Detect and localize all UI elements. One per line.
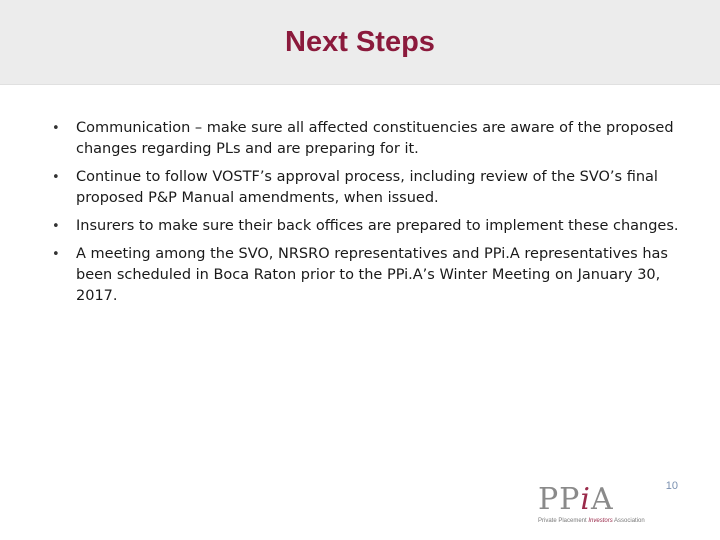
logo-letter-a: A [590,482,614,517]
bullet-list [52,118,692,314]
bullet-item [52,118,692,160]
bullet-icon: • [52,219,60,234]
logo-wordmark [538,484,614,516]
bullet-text: Communication – make sure all affected constituencies are aware of the proposed changes regarding PLs and are preparing for it. [76,120,674,157]
bullet-text: Continue to follow VOSTF’s approval process, including review of the SVO’s final proposed P&P Manual amendments, when issued. [76,169,658,206]
ppia-logo [536,484,648,530]
logo-tagline-pre: Private Placement [538,518,589,524]
bullet-icon: • [52,247,60,262]
logo-tagline [538,518,645,524]
title-bar [0,0,720,85]
bullet-icon: • [52,170,60,185]
page-number: 10 [665,480,678,492]
logo-tagline-accent: Investors [588,518,613,524]
bullet-item [52,244,692,307]
bullet-item [52,167,692,209]
slide-title: Next Steps [285,26,435,58]
bullet-item [52,216,692,237]
bullet-text: Insurers to make sure their back offices are prepared to implement these changes. [76,218,679,234]
logo-tagline-post: Association [612,518,645,524]
logo-letter-i: i [580,482,591,517]
logo-letters-pp: PP [538,482,581,517]
bullet-text: A meeting among the SVO, NRSRO representatives and PPi.A representatives has been scheduled in Boca Raton prior to the PPi.A’s Winter Meeting on January 30, 2017. [76,246,668,304]
bullet-icon: • [52,121,60,136]
